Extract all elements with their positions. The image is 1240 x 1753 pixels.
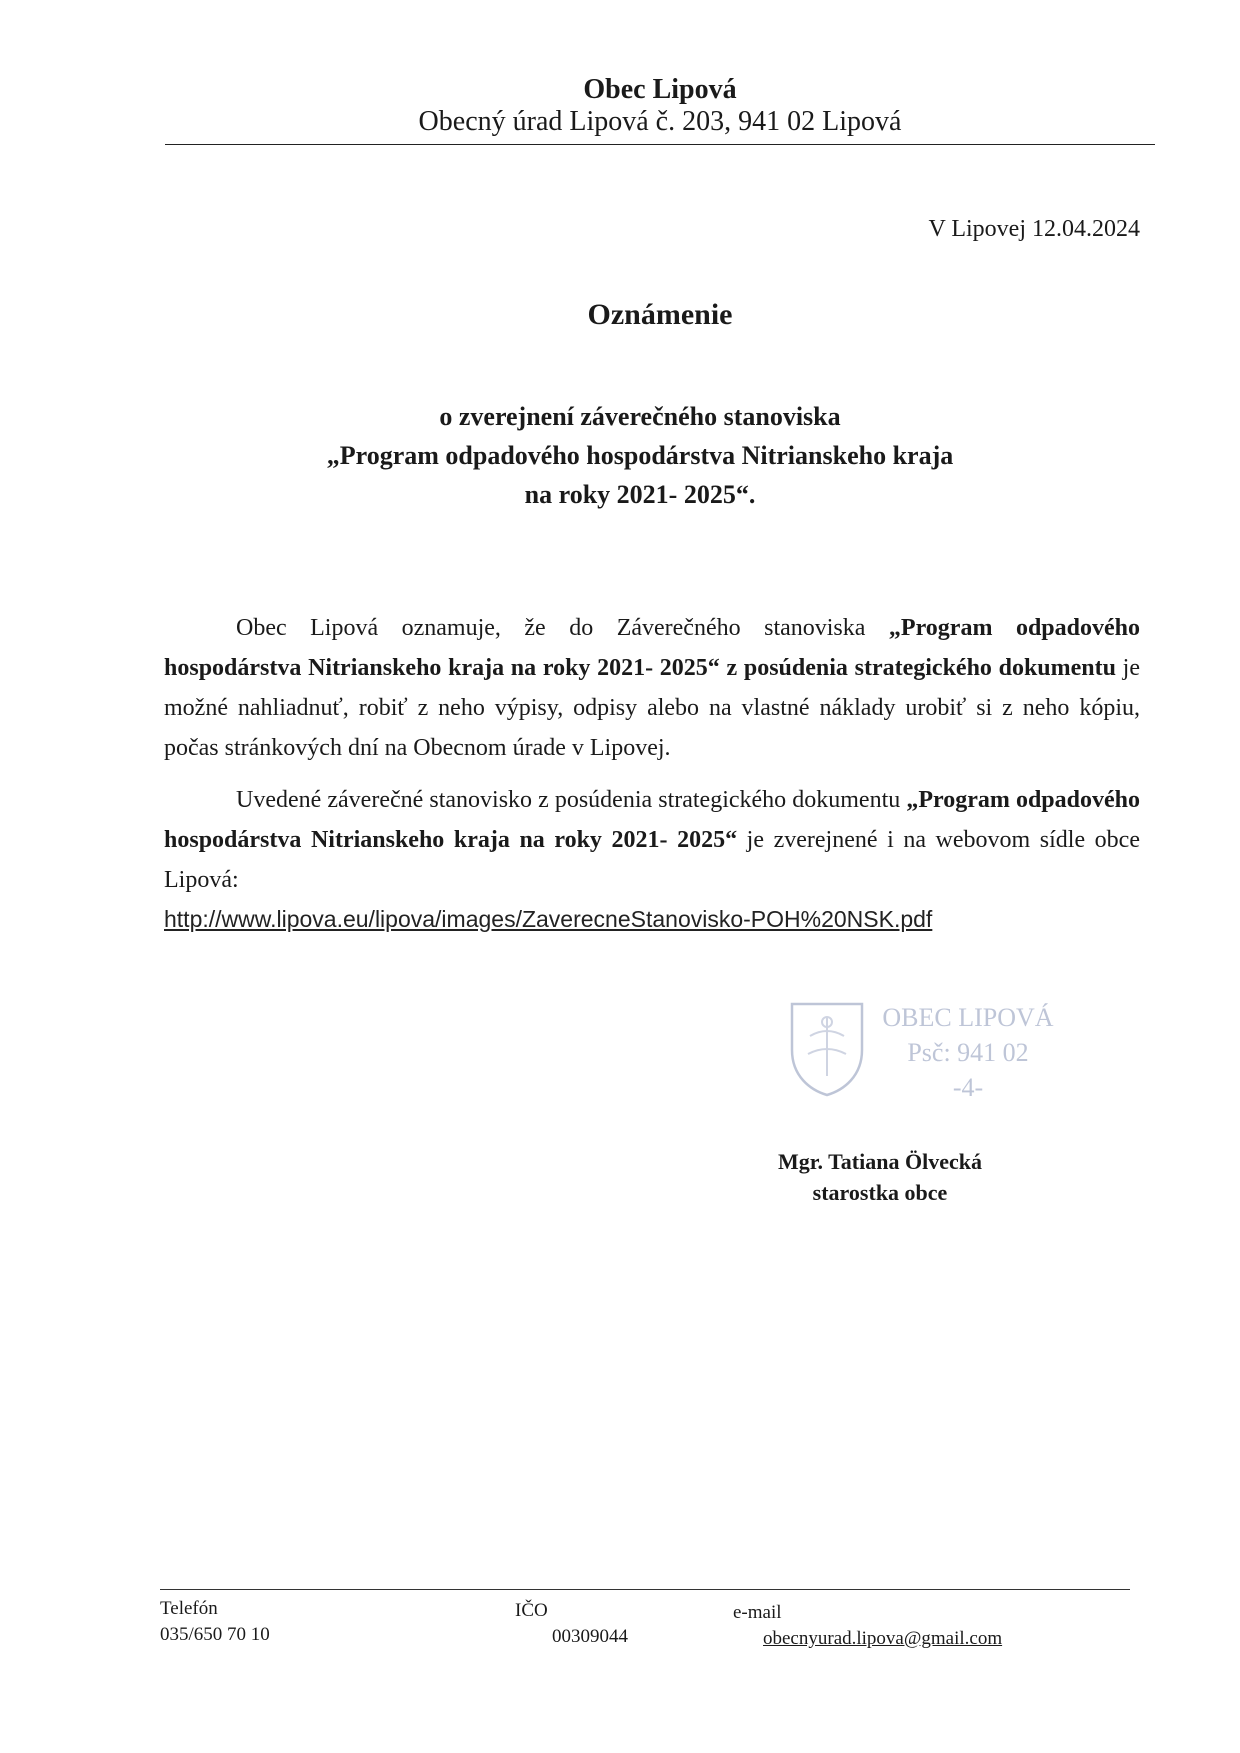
subject-line: o zverejnení záverečného stanoviska <box>439 402 841 431</box>
email-label: e-mail <box>733 1602 782 1623</box>
phone-number: 035/650 70 10 <box>160 1624 270 1645</box>
program-name: „Program odpadového hospodárstva Nitrianskeho kraja na roky 2021- 2025“ <box>164 787 1140 853</box>
organization-address: Obecný úrad Lipová č. 203, 941 02 Lipová <box>418 106 902 137</box>
ico-number: 00309044 <box>552 1626 628 1647</box>
signer-role: starostka obce <box>812 1180 948 1205</box>
paragraph-text: je možné nahliadnuť, robiť z neho výpisy, odpisy alebo na vlastné náklady urobiť si z neho kópiu, počas stránkových dní na Obecnom úrade v Lipovej. <box>164 655 1141 761</box>
signer-name: Mgr. Tatiana Ölvecká <box>778 1149 982 1174</box>
phone-label: Telefón <box>160 1598 218 1619</box>
coat-of-arms-icon <box>786 998 868 1098</box>
subject-line: „Program odpadového hospodárstva Nitrianskeho kraja <box>326 441 954 470</box>
subject-line: na roky 2021- 2025“. <box>524 480 756 509</box>
paragraph-text <box>720 655 727 681</box>
stamp-line: -4- <box>952 1073 984 1102</box>
program-name: „Program odpadového hospodárstva Nitrianskeho kraja na roky 2021- 2025“ <box>164 615 1140 681</box>
document-link[interactable]: http://www.lipova.eu/lipova/images/ZaverecneStanovisko-POH%20NSK.pdf <box>164 906 933 932</box>
body-paragraph-2 <box>164 780 1140 900</box>
paragraph-text: Uvedené záverečné stanovisko z posúdenia strategického dokumentu <box>236 787 907 813</box>
ico-label: IČO <box>515 1600 548 1621</box>
stamp-line: Psč: 941 02 <box>907 1038 1029 1067</box>
organization-name: Obec Lipová <box>583 74 737 105</box>
body-paragraph-1 <box>164 608 1140 768</box>
footer-divider <box>160 1589 1130 1590</box>
header-divider <box>165 144 1155 145</box>
official-stamp <box>782 998 1072 1102</box>
assessment-phrase: z posúdenia strategického dokumentu <box>726 655 1116 681</box>
document-subject <box>140 397 1140 514</box>
document-title: Oznámenie <box>587 298 733 331</box>
stamp-line: OBEC LIPOVÁ <box>882 1003 1054 1032</box>
paragraph-text: je zverejnené i na webovom sídle obce Lipová: <box>164 827 1140 893</box>
date-line: V Lipovej 12.04.2024 <box>928 216 1140 242</box>
paragraph-text: Obec Lipová oznamuje, že do Záverečného stanoviska <box>236 615 889 641</box>
signature-block <box>700 1146 1060 1208</box>
email-address[interactable]: obecnyurad.lipova@gmail.com <box>763 1628 1003 1649</box>
